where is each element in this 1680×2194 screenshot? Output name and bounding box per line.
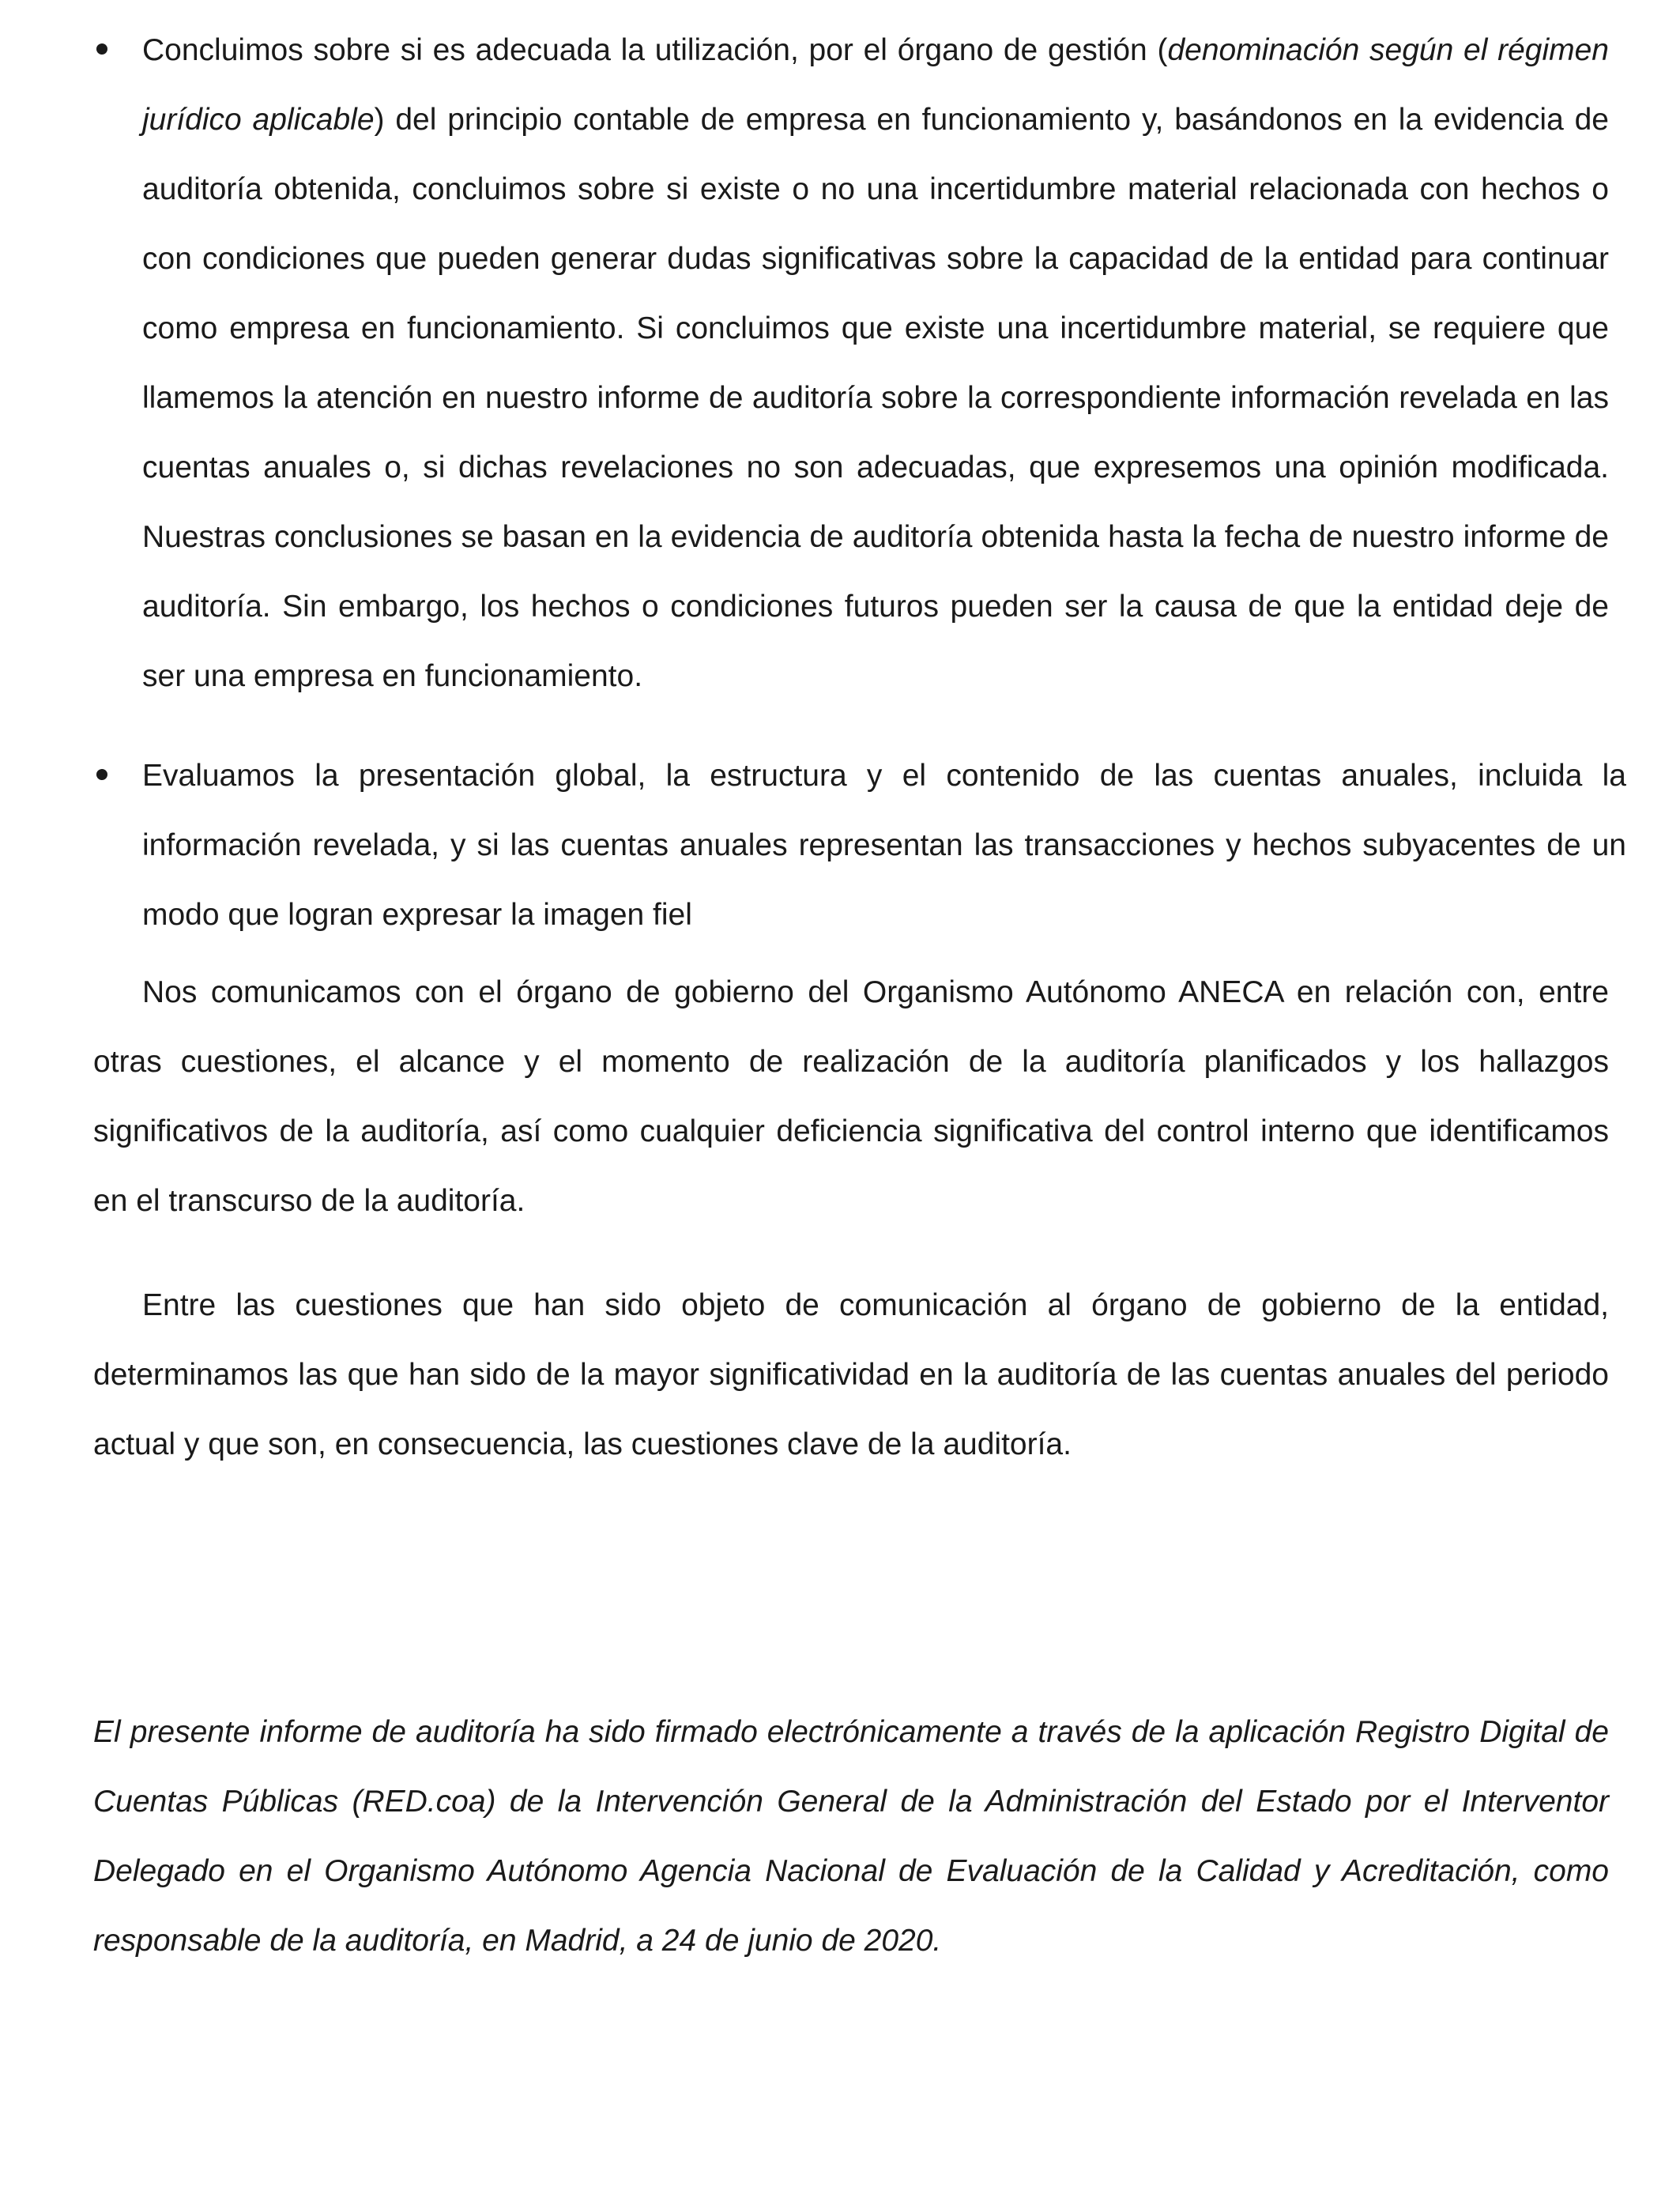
bullet-item-presentation [93, 741, 1626, 950]
bullet-text-after: ) del principio contable de empresa en funcionamiento y, basándonos en la evidencia de auditoría obtenida, concluimos sobre si existe o no una incertidumbre material relacionada con hechos o con condiciones que pueden generar dudas significativas sobre la capacidad de la entidad para continuar como empresa en funcionamiento. Si concluimos que existe una incertidumbre material, se requiere que llamemos la atención en nuestro informe de auditoría sobre la correspondiente información revelada en las cuentas anuales o, si dichas revelaciones no son adecuadas, que expresemos una opinión modificada. Nuestras conclusiones se basan en la evidencia de auditoría obtenida hasta la fecha de nuestro informe de auditoría. Sin embargo, los hechos o condiciones futuros pueden ser la causa de que la entidad deje de ser una empresa en funcionamiento. [142, 103, 1609, 693]
paragraph-communication: Nos comunicamos con el órgano de gobierno del Organismo Autónomo ANECA en relación con, entre otras cuestiones, el alcance y el momento de realización de la auditoría planificados y los hallazgos significativos de la auditoría, así como cualquier deficiencia significativa del control interno que identificamos en el transcurso de la auditoría. [93, 975, 1609, 1218]
document-page [93, 16, 1626, 1976]
signature-statement: El presente informe de auditoría ha sido firmado electrónicamente a través de la aplicación Registro Digital de Cuentas Públicas (RED.coa) de la Intervención General de la Administración del Estado por el Interventor Delegado en el Organismo Autónomo Agencia Nacional de Evaluación de la Calidad y Acreditación, como responsable de la auditoría, en Madrid, a 24 de junio de 2020. [93, 1715, 1609, 1958]
bullet-italic-text: denominación según el régimen jurídico aplicable [142, 33, 1609, 137]
bullet-text-before: Concluimos sobre si es adecuada la utilización, por el órgano de gestión ( [142, 33, 1168, 67]
bullet-icon [96, 769, 107, 780]
bullet-item-going-concern [93, 16, 1609, 711]
bullet-text: Evaluamos la presentación global, la estructura y el contenido de las cuentas anuales, incluida la información revelada, y si las cuentas anuales representan las transacciones y hechos subyacentes de un modo que logran expresar la imagen fiel [142, 759, 1626, 932]
paragraph-key-matters: Entre las cuestiones que han sido objeto de comunicación al órgano de gobierno de la entidad, determinamos las que han sido de la mayor significatividad en la auditoría de las cuentas anuales del periodo actual y que son, en consecuencia, las cuestiones clave de la auditoría. [93, 1288, 1609, 1461]
bullet-icon [96, 43, 107, 55]
